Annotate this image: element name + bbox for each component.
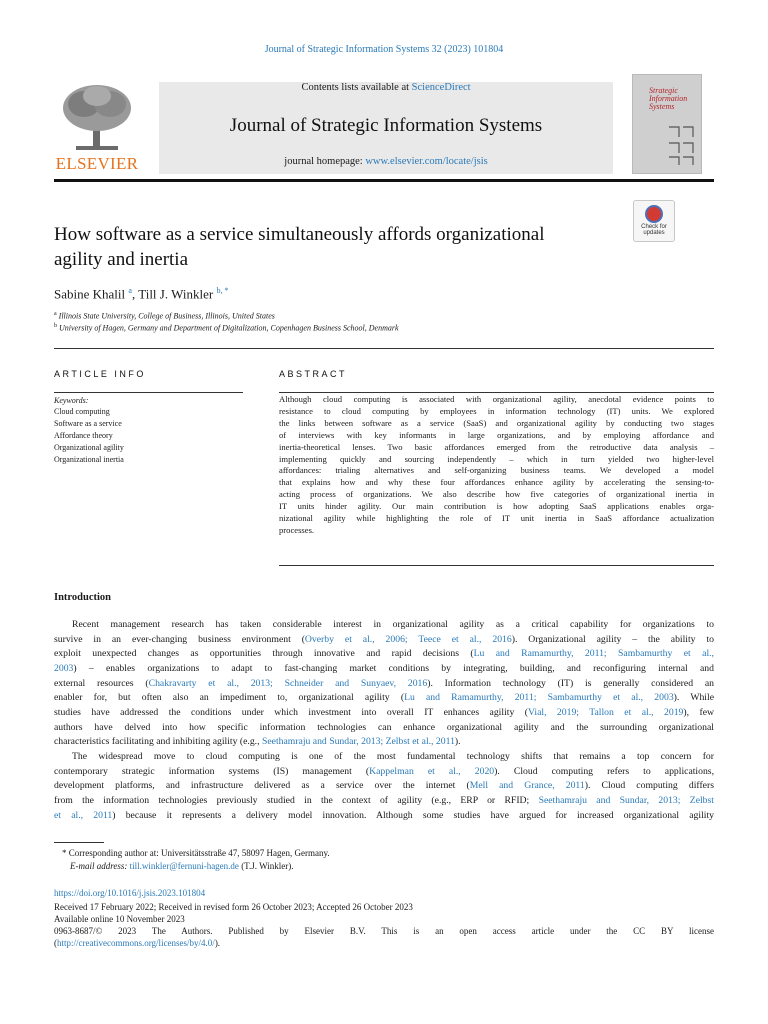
keyword-item: Affordance theory <box>54 431 113 440</box>
citation-link[interactable]: 2003 <box>54 662 74 674</box>
abstract-text: Although cloud computing is associated with organizational agility, anecdotal evidence points to resistance to cloud computing by employees in information technology (IT) units. We explored the links between software as a service (SaaS) and organizational agility by conducting two stages of interviews with key informants in large organizations, and by employing affordance and inertia-theoretical lenses. Two basic affordances emerged from the retroductive data analysis – implementing quickly and sourcing independently – which in turn yielded two higher-level affordances: trialing alternatives and self-organizing business teams. We developed a model that explains how and why these four affordances enhance agility by accelerating the sensing-to- acting process of organizations. We also describe how five categories of organizational inertia in IT units hinder agility. Our main contribution is how adopting SaaS applications enables orga- nizational agility while highlighting the role of IT unit inertia in SaaS affordance actualization processes. <box>279 394 714 535</box>
affiliation-link[interactable]: a <box>128 286 132 295</box>
tree-logo-icon <box>54 82 140 154</box>
license-link[interactable]: http://creativecommons.org/licenses/by/4.0/ <box>57 938 215 948</box>
article-info-heading: ARTICLE INFO <box>54 369 146 379</box>
homepage-link[interactable]: www.elsevier.com/locate/jsis <box>365 156 488 167</box>
introduction-paragraph-1: Recent management research has taken considerable interest in organizational agility as a critical capability for organizations to survive in an ever-changing business environment (Overby et al., 2006; Teece et al., 2016). Organizational agility – the ability to exploit unexpected changes as opportunities through innovative and rapid decisions (Lu and Ramamurthy, 2011; Sambamurthy et al., 2003) – enables organizations to adapt to fast-changing market conditions by integrating, building, and reconfiguring internal and external resources (Chakravarty et al., 2013; Schneider and Sunyaev, 2016). Information technology (IT) is generally considered an enabler for, but often also an impediment to, organizational agility (Lu and Ramamurthy, 2011; Sambamurthy et al., 2003). While studies have addressed the conditions under which investment into overall IT enhances agility (Vial, 2019; Tallon et al., 2019), few authors have delved into how specific information technologies can enhance organizational agility and the surrounding organizational characteristics facilitating and inhibiting agility (e.g., Seethamraju and Sundar, 2013; Zelbst et al., 2011). The widespread move to cloud computing is one of the most fundamental technology shifts that remains a top concern for contemporary strategic information systems (IS) management (Kappelman et al., 2020). Cloud computing refers to applications, development platforms, and infrastructure delivered as a service over the internet (Mell and Grance, 2011). Cloud computing differs from the information technologies previously studied in the context of agility (e.g., ERP or RFID; Seethamraju and Sundar, 2013; Zelbst et al., 2011) because it represents a delivery model innovation. Although some studies have argued for increased organizational agility <box>54 619 715 821</box>
publisher-name: ELSEVIER <box>55 154 139 173</box>
citation-link[interactable]: Lu and Ramamurthy, 2011; Sambamurthy et al., 2003 <box>404 692 674 704</box>
doi-link[interactable]: https://doi.org/10.1016/j.jsis.2023.101804 <box>54 888 206 898</box>
cover-graphic-icon <box>665 123 695 167</box>
keyword-item: Organizational inertia <box>54 455 124 464</box>
journal-cover <box>632 74 702 174</box>
author-name: Sabine Khalil <box>54 286 126 302</box>
affiliation-link[interactable]: b, * <box>216 286 229 295</box>
section-divider <box>54 348 714 349</box>
corresponding-author-note: * Corresponding author at: Universitätsstraße 47, 58097 Hagen, Germany. <box>62 848 330 858</box>
citation-link[interactable]: Seethamraju and Sundar, 2013; Zelbst <box>538 794 714 806</box>
abstract-bottom-rule <box>279 565 714 566</box>
authors: Sabine Khalil $^a$, Till J. Winkler $^{b, *}$ <box>54 286 229 302</box>
check-for-updates-button[interactable]: Check for updates <box>633 200 675 242</box>
received-dates: Received 17 February 2022; Received in revised form 26 October 2023; Accepted 26 October 2023 <box>54 902 413 912</box>
article-title: How software as a service simultaneously affords organizational agility and inertia <box>54 224 545 270</box>
keyword-item: Organizational agility <box>54 443 124 452</box>
journal-title: Journal of Strategic Information Systems <box>229 115 543 136</box>
keywords-label: Keywords: <box>54 396 89 405</box>
introduction-heading: Introduction <box>54 592 111 603</box>
elsevier-logo <box>54 82 140 174</box>
author-name: Till J. Winkler <box>138 286 214 302</box>
footnote-divider <box>54 842 104 843</box>
available-online: Available online 10 November 2023 <box>54 914 185 924</box>
keyword-item: Cloud computing <box>54 407 110 416</box>
citation-link[interactable]: Chakravarty et al., 2013; Schneider and Sunyaev, 2016 <box>148 677 428 689</box>
keyword-item: Software as a service <box>54 419 122 428</box>
affiliation-b: $^b$ University of Hagen, Germany and Department of Digitalization, Copenhagen Business School, Denmark <box>54 323 399 333</box>
citation-link[interactable]: Vial, 2019; Tallon et al., 2019 <box>527 706 684 718</box>
affiliation-a: $^a$ Illinois State University, College of Business, Illinois, United States <box>54 311 275 321</box>
citation-link[interactable]: Lu and Ramamurthy, 2011; Sambamurthy et al., <box>473 648 714 660</box>
journal-citation[interactable]: Journal of Strategic Information Systems 32 (2023) 101804 <box>264 44 504 55</box>
abstract-rule <box>279 392 714 393</box>
email-note: E-mail address: till.winkler@fernuni-hagen.de (T.J. Winkler). <box>70 861 294 871</box>
cover-title: Strategic Information Systems <box>649 86 688 111</box>
abstract-heading: ABSTRACT <box>279 369 348 379</box>
citation-link[interactable]: Mell and Grance, 2011 <box>469 780 585 792</box>
bookmark-icon <box>645 205 663 223</box>
journal-homepage: journal homepage: www.elsevier.com/locate/jsis <box>284 156 488 167</box>
citation-link[interactable]: et al., 2011 <box>54 809 113 821</box>
contents-line: Contents lists available at ScienceDirect <box>301 82 471 93</box>
citation-link[interactable]: Seethamraju and Sundar, 2013; Zelbst et al., 2011 <box>261 736 455 748</box>
citation-link[interactable]: Overby et al., 2006; Teece et al., 2016 <box>304 633 512 645</box>
license-statement: 0963-8687/© 2023 The Authors. Published by Elsevier B.V. This is an open access article under the CC BY license <box>54 926 714 936</box>
header-divider <box>54 179 714 182</box>
article-info-rule <box>54 392 243 393</box>
email-link[interactable]: till.winkler@fernuni-hagen.de <box>129 861 239 871</box>
citation-link[interactable]: Kappelman et al., 2020 <box>369 765 495 777</box>
journal-header <box>159 82 613 174</box>
sciencedirect-link[interactable]: ScienceDirect <box>411 82 471 93</box>
license-link-line: (http://creativecommons.org/licenses/by/4.0/). <box>54 938 221 948</box>
